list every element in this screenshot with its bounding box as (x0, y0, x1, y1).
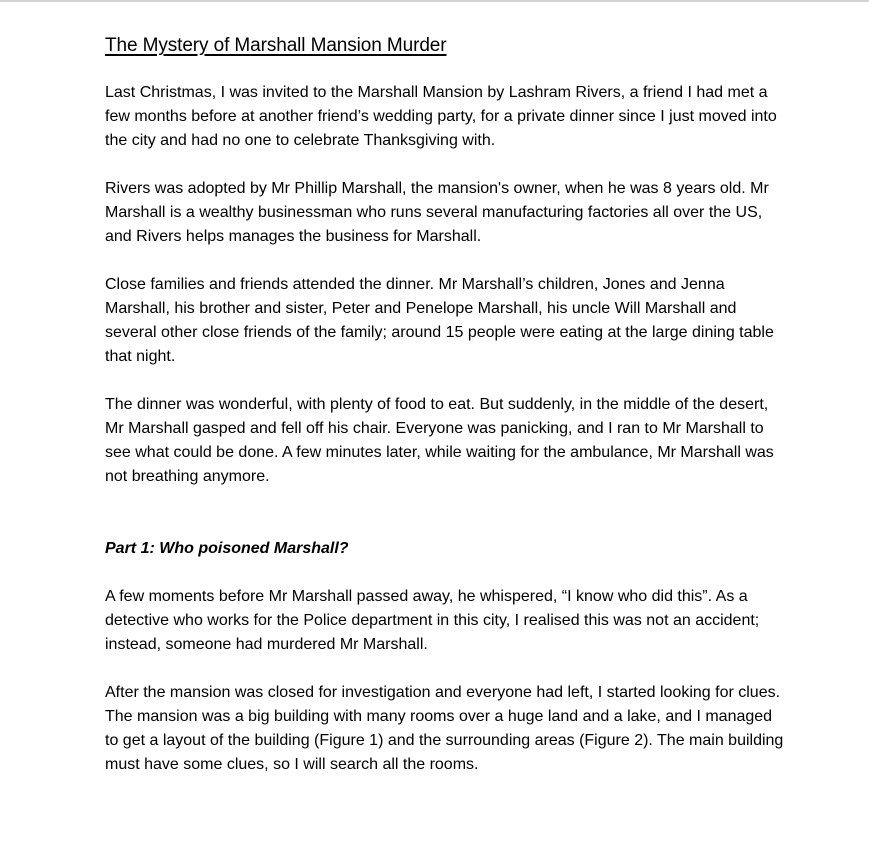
intro-paragraph-1: Last Christmas, I was invited to the Marshall Mansion by Lashram Rivers, a friend I had met a few months before at another friend’s wedding party, for a private dinner since I just moved into the city and had no one to celebrate Thanksgiving with. (105, 84, 777, 149)
intro-paragraph-2: Rivers was adopted by Mr Phillip Marshall, the mansion's owner, when he was 8 years old. Mr Marshall is a wealthy businessman who runs several manufacturing factories all over the US, and Rivers helps manages the business for Marshall. (105, 180, 769, 245)
part1-heading: Part 1: Who poisoned Marshall? (105, 540, 349, 557)
document-page (105, 34, 785, 801)
document-title: The Mystery of Marshall Mansion Murder (105, 35, 447, 56)
section-spacer (105, 513, 785, 537)
page-top-border (0, 0, 869, 2)
part1-paragraph-1: A few moments before Mr Marshall passed away, he whispered, “I know who did this”. As a detective who works for the Police department in this city, I realised this was not an accident; instead, someone had murdered Mr Marshall. (105, 588, 760, 653)
intro-paragraph-3: Close families and friends attended the dinner. Mr Marshall’s children, Jones and Jenna Marshall, his brother and sister, Peter and Penelope Marshall, his uncle Will Marshall and several other close friends of the family; around 15 people were eating at the large dining table that night. (105, 276, 774, 365)
intro-paragraph-4: The dinner was wonderful, with plenty of food to eat. But suddenly, in the middle of the desert, Mr Marshall gasped and fell off his chair. Everyone was panicking, and I ran to Mr Marshall to see what could be done. A few minutes later, while waiting for the ambulance, Mr Marshall was not breathing anymore. (105, 396, 774, 485)
part1-paragraph-2: After the mansion was closed for investigation and everyone had left, I started looking for clues. The mansion was a big building with many rooms over a huge land and a lake, and I managed to get a layout of the building (Figure 1) and the surrounding areas (Figure 2). The main building must have some clues, so I will search all the rooms. (105, 684, 784, 773)
